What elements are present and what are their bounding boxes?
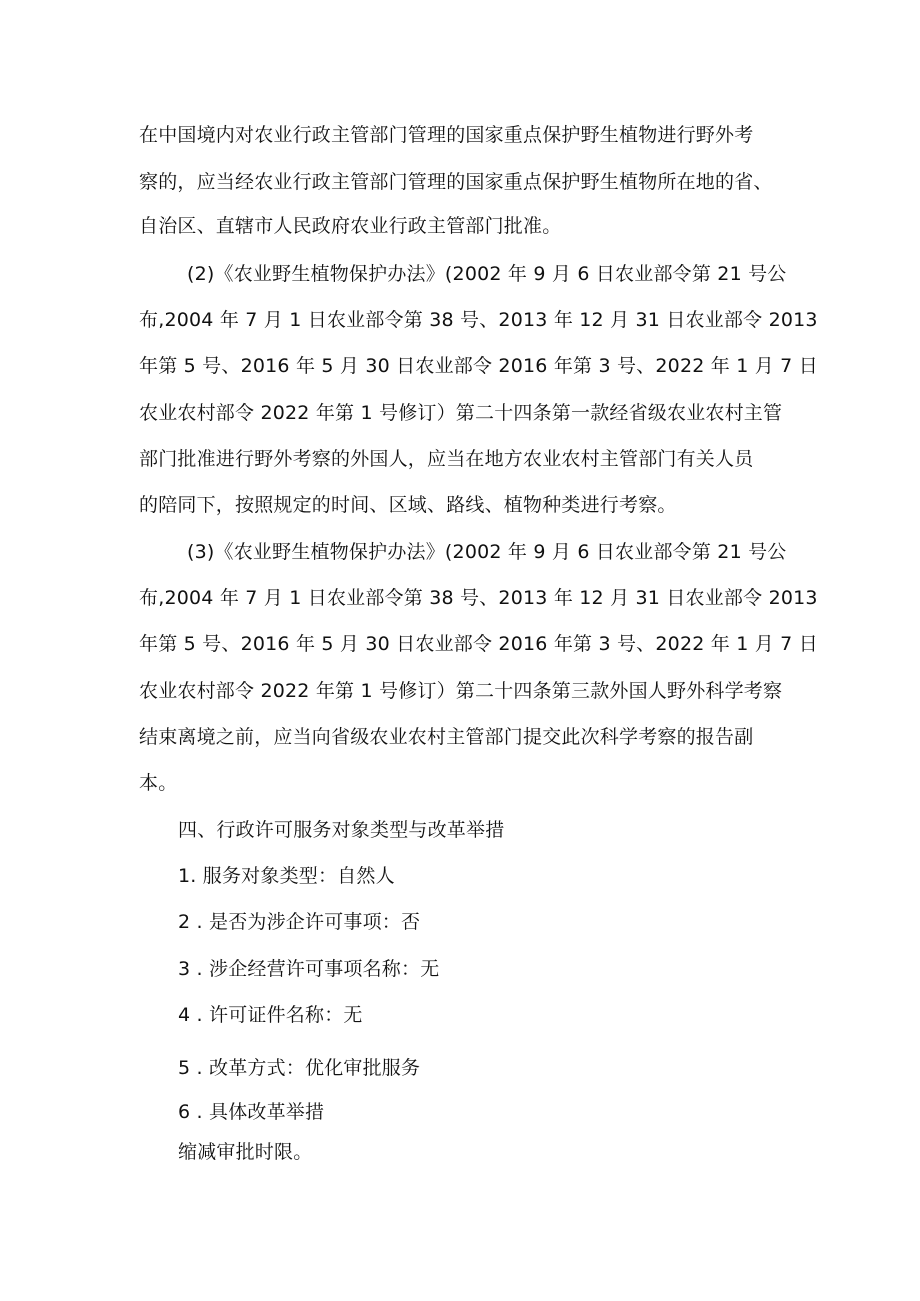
text-line: 察的，应当经农业行政主管部门管理的国家重点保护野生植物所在地的省、 bbox=[139, 171, 773, 193]
text-line: 年第 5 号、2016 年 5 月 30 日农业部令 2016 年第 3 号、2022 年 1 月 7 日 bbox=[139, 633, 818, 655]
text-line: 的陪同下，按照规定的时间、区域、路线、植物种类进行考察。 bbox=[139, 494, 677, 516]
text-line: 布,2004 年 7 月 1 日农业部令第 38 号、2013 年 12 月 31 日农业部令 2013 bbox=[139, 587, 818, 609]
list-item: 6 . 具体改革举措 bbox=[178, 1101, 325, 1123]
text-line: 农业农村部令 2022 年第 1 号修订）第二十四条第三款外国人野外科学考察 bbox=[139, 680, 783, 702]
text-line: (3)《农业野生植物保护办法》(2002 年 9 月 6 日农业部令第 21 号公 bbox=[187, 541, 787, 563]
list-item: 2 . 是否为涉企许可事项：否 bbox=[178, 911, 421, 933]
text-line: 部门批准进行野外考察的外国人，应当在地方农业农村主管部门有关人员 bbox=[139, 448, 754, 470]
list-item: 5 . 改革方式：优化审批服务 bbox=[178, 1057, 421, 1079]
closing-line: 缩减审批时限。 bbox=[178, 1141, 313, 1163]
list-item: 4 . 许可证件名称：无 bbox=[178, 1004, 363, 1026]
text-line: 本。 bbox=[139, 772, 178, 794]
section-heading: 四、行政许可服务对象类型与改革举措 bbox=[178, 819, 505, 841]
list-item: 1. 服务对象类型：自然人 bbox=[178, 865, 395, 887]
text-line: 年第 5 号、2016 年 5 月 30 日农业部令 2016 年第 3 号、2022 年 1 月 7 日 bbox=[139, 355, 818, 377]
text-line: (2)《农业野生植物保护办法》(2002 年 9 月 6 日农业部令第 21 号公 bbox=[187, 263, 787, 285]
list-item: 3 . 涉企经营许可事项名称：无 bbox=[178, 958, 440, 980]
text-line: 布,2004 年 7 月 1 日农业部令第 38 号、2013 年 12 月 31 日农业部令 2013 bbox=[139, 309, 818, 331]
text-line: 自治区、直辖市人民政府农业行政主管部门批准。 bbox=[139, 215, 562, 237]
text-line: 在中国境内对农业行政主管部门管理的国家重点保护野生植物进行野外考 bbox=[139, 124, 754, 146]
text-line: 结束离境之前，应当向省级农业农村主管部门提交此次科学考察的报告副 bbox=[139, 726, 754, 748]
text-line: 农业农村部令 2022 年第 1 号修订）第二十四条第一款经省级农业农村主管 bbox=[139, 402, 783, 424]
